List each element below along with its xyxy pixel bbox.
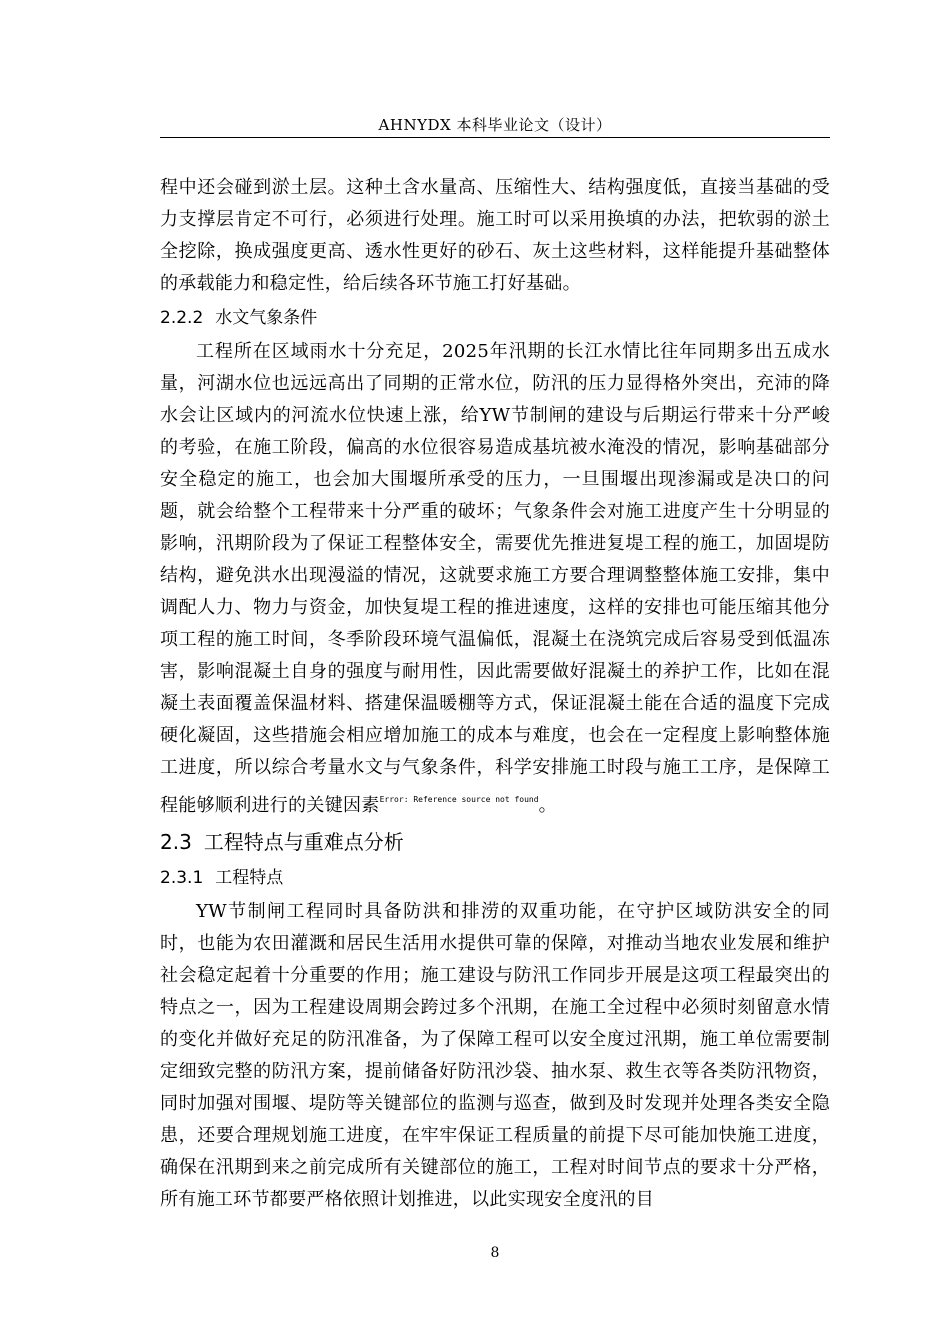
paragraph-end-mark: 。 bbox=[538, 795, 557, 816]
section-number: 2.2.2 bbox=[160, 308, 204, 328]
paragraph-project-features: YW节制闸工程同时具备防洪和排涝的双重功能，在守护区域防洪安全的同时，也能为农田灌溉和居民生活用水提供可靠的保障，对推动当地农业发展和维护社会稳定起着十分重要的作用；施工建设与防汛工作同步开展是这项工程最突出的特点之一，因为工程建设周期会跨过多个汛期，在施工全过程中必须时刻留意水情的变化并做好充足的防汛准备，为了保障工程可以安全度过汛期，施工单位需要制定细致完整的防汛方案，提前储备好防汛沙袋、抽水泵、救生衣等各类防汛物资，同时加强对围堰、堤防等关键部位的监测与巡查，做到及时发现并处理各类安全隐患，还要合理规划施工进度，在牢牢保证工程质量的前提下尽可能加快施工进度，确保在汛期到来之前完成所有关键部位的施工，工程对时间节点的要求十分严格，所有施工环节都要严格依照计划推进，以此实现安全度汛的目 bbox=[160, 901, 830, 1210]
paragraph-text: 工程所在区域雨水十分充足，2025年汛期的长江水情比往年同期多出五成水量，河湖水位也远远高出了同期的正常水位，防汛的压力显得格外突出，充沛的降水会让区域内的河流水位快速上涨，给YW节制闸的建设与后期运行带来十分严峻的考验，在施工阶段，偏高的水位很容易造成基坑被水淹没的情况，影响基础部分安全稳定的施工，也会加大围堰所承受的压力，一旦围堰出现渗漏或是决口的问题，就会给整个工程带来十分严重的破坏；气象条件会对施工进度产生十分明显的影响，汛期阶段为了保证工程整体安全，需要优先推进复堤工程的施工，加固堤防结构，避免洪水出现漫溢的情况，这就要求施工方要合理调整整体施工安排，集中调配人力、物力与资金，加快复堤工程的推进速度，这样的安排也可能压缩其他分项工程的施工时间，冬季阶段环境气温偏低，混凝土在浇筑完成后容易受到低温冻害，影响混凝土自身的强度与耐用性，因此需要做好混凝土的养护工作，比如在混凝土表面覆盖保温材料、搭建保温暖棚等方式，保证混凝土能在合适的温度下完成硬化凝固，这些措施会相应增加施工的成本与难度，也会在一定程度上影响整体施工进度，所以综合考量水文与气象条件，科学安排施工时段与施工工序，是保障工程能够顺利进行的关键因素 bbox=[160, 341, 830, 816]
paragraph-hydrology bbox=[160, 336, 830, 822]
page-number: 8 bbox=[490, 1245, 500, 1261]
section-number: 2.3.1 bbox=[160, 868, 204, 888]
section-heading-2-2-2 bbox=[160, 302, 830, 334]
paragraph-continued: 程中还会碰到淤土层。这种土含水量高、压缩性大、结构强度低，直接当基础的受力支撑层肯定不可行，必须进行处理。施工时可以采用换填的办法，把软弱的淤土全挖除，换成强度更高、透水性更好的砂石、灰土这些材料，这样能提升基础整体的承载能力和稳定性，给后续各环节施工打好基础。 bbox=[160, 177, 830, 294]
section-title: 工程特点与重难点分析 bbox=[203, 830, 404, 854]
section-heading-2-3 bbox=[160, 824, 830, 860]
section-title: 水文气象条件 bbox=[215, 308, 318, 328]
page-body bbox=[160, 172, 830, 1216]
running-header: AHNYDX 本科毕业论文（设计） bbox=[378, 116, 612, 134]
reference-error-note: Error: Reference source not found bbox=[379, 795, 539, 804]
header-divider bbox=[160, 137, 830, 138]
section-heading-2-3-1 bbox=[160, 862, 830, 894]
section-title: 工程特点 bbox=[215, 868, 284, 888]
section-number: 2.3 bbox=[160, 830, 192, 854]
